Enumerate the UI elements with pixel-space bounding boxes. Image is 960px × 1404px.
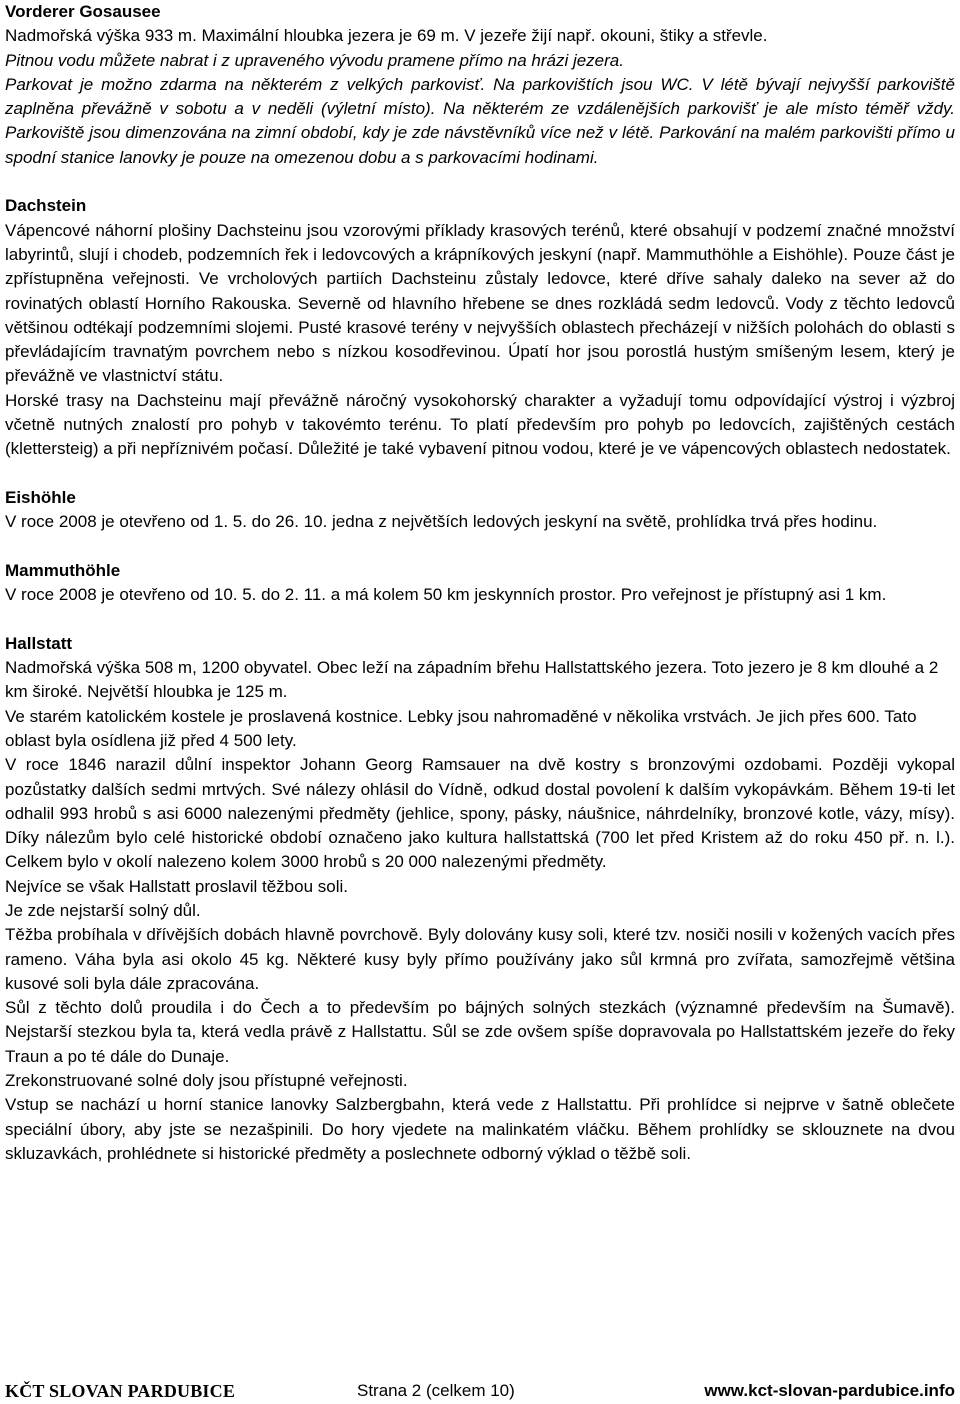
section-gosausee [5, 0, 955, 170]
paragraph: Ve starém katolickém kostele je proslavená kostnice. Lebky jsou nahromaděné v několika vrstvách. Je jich přes 600. Tato oblast byla osídlena již před 4 500 lety. [5, 706, 917, 750]
section-dachstein [5, 194, 955, 461]
section-mammuthohle [5, 559, 955, 608]
footer-page-number: Strana 2 (celkem 10) [357, 1381, 515, 1400]
paragraph: Horské trasy na Dachsteinu mají převážně náročný vysokohorský charakter a vyžadují tomu odpovídající výstroj i výzbroj včetně nutných znalostí pro pohyb v takovémto terénu. To platí především pro pohyb po ledovcích, zajištěných cestách (klettersteig) a při nepříznivém počasí. Důležité je také vybavení pitnou vodou, které je ve vápencových oblastech nedostatek. [5, 390, 955, 459]
footer-organization: KČT SLOVAN PARDUBICE [5, 1380, 236, 1401]
section-heading: Mammuthöhle [5, 560, 121, 580]
paragraph: Sůl z těchto dolů proudila i do Čech a to především po bájných solných stezkách (významné především na Šumavě). Nejstarší stezkou byla ta, která vedla právě z Hallstattu. Sůl se zde ovšem spíše dopravovala po Hallstattském jezeře do řeky Traun a po té dále do Dunaje. [5, 998, 955, 1066]
section-heading: Hallstatt [5, 633, 73, 653]
section-eishohle [5, 486, 955, 535]
page-footer [5, 1379, 955, 1403]
paragraph: Parkovat je možno zdarma na některém z velkých parkovisť. Na parkovištích jsou WC. V létě bývají nejvyšší parkoviště zaplněna převážně v sobotu a v neděli (výletní místo). Na některém ze vzdálenějších parkovišť je ale místo téměř vždy. Parkoviště jsou dimenzována na zimní období, kdy je zde návstěvníků více než v létě. Parkování na malém parkovišti přímo u spodní stanice lanovky je pouze na omezenou dobu a s parkovacími hodinami. [5, 74, 955, 167]
paragraph: V roce 2008 je otevřeno od 1. 5. do 26. 10. jedna z největších ledových jeskyní na světě, prohlídka trvá přes hodinu. [5, 512, 878, 532]
section-hallstatt [5, 632, 955, 1167]
paragraph: Nejvíce se však Hallstatt proslavil těžbou soli. [5, 876, 348, 896]
paragraph: Zrekonstruované solné doly jsou přístupné veřejnosti. [5, 1071, 408, 1091]
section-heading: Dachstein [5, 196, 87, 216]
paragraph: Vápencové náhorní plošiny Dachsteinu jsou vzorovými příklady krasových terénů, které obsahují v podzemí značné množství labyrintů, slují i chodeb, podzemních řek i ledovcových a krápníkových jeskyní (např. Mammuthöhle a Eishöhle). Pouze část je zpřístupněna veřejnosti. Ve vrcholových partiích Dachsteinu zůstaly ledovce, které dříve sahaly daleko na sever až do rovinatých oblastí Horního Rakouska. Severně od hlavního hřebene se dnes rozkládá sedm ledovců. Vody z těchto ledovců většinou odtékají podzemními slojemi. Pusté krasové terény v nejvyšších oblastech přecházejí v nižších polohách do oblasti s převládajícím travnatým povrchem nebo s nízkou kosodřevinou. Úpatí hor jsou porostlá hustým smíšeným lesem, který je převážně ve vlastnictví státu. [5, 220, 955, 386]
paragraph: Nadmořská výška 508 m, 1200 obyvatel. Obec leží na západním břehu Hallstattského jezera. Toto jezero je 8 km dlouhé a 2 km široké. Největší hloubka je 125 m. [5, 658, 939, 702]
section-heading: Eishöhle [5, 487, 76, 507]
paragraph: Vstup se nachází u horní stanice lanovky Salzbergbahn, která vede z Hallstattu. Při prohlídce si nejprve v šatně oblečete speciální úbory, aby jste se nezašpinili. Do hory vjedete na malinkatém vláčku. Během prohlídky se sklouznete na dvou skluzavkách, prohlédnete si historické předměty a poslechnete odborný výklad o těžbě soli. [5, 1095, 955, 1163]
paragraph: Nadmořská výška 933 m. Maximální hloubka jezera je 69 m. V jezeře žijí např. okouni, štiky a střevle. [5, 26, 768, 46]
section-heading: Vorderer Gosausee [5, 2, 161, 21]
paragraph: Je zde nejstarší solný důl. [5, 900, 201, 920]
footer-website-link[interactable]: www.kct-slovan-pardubice.info [704, 1381, 955, 1400]
paragraph: Pitnou vodu můžete nabrat i z upraveného vývodu pramene přímo na hrázi jezera. [5, 50, 624, 70]
page-content [5, 0, 955, 1191]
paragraph: V roce 2008 je otevřeno od 10. 5. do 2. 11. a má kolem 50 km jeskynních prostor. Pro veřejnost je přístupný asi 1 km. [5, 585, 887, 605]
paragraph: V roce 1846 narazil důlní inspektor Johann Georg Ramsauer na dvě kostry s bronzovými ozdobami. Později vykopal pozůstatky dalších sedmi mrtvých. Své nálezy ohlásil do Vídně, odkud dostal povolení k dalším vykopávkám. Během 19-ti let odhalil 993 hrobů s asi 6000 nalezenými předměty (jehlice, spony, pásky, náušnice, náhrdelníky, bronzové kotle, vázy, mísy). Díky nálezům bylo celé historické období označeno jako kultura hallstattská (700 let před Kristem až do roku 450 př. n. l.). Celkem bylo v okolí nalezeno kolem 3000 hrobů s 20 000 nalezenými předměty. [5, 755, 955, 872]
paragraph: Těžba probíhala v dřívějších dobách hlavně povrchově. Byly dolovány kusy soli, které tzv. nosiči nosili v kožených vacích přes rameno. Váha byla asi okolo 45 kg. Některé kusy byly přímo používány jako sůl krmná pro zvířata, samozřejmě většina kusové soli byla dále zpracována. [5, 925, 955, 993]
